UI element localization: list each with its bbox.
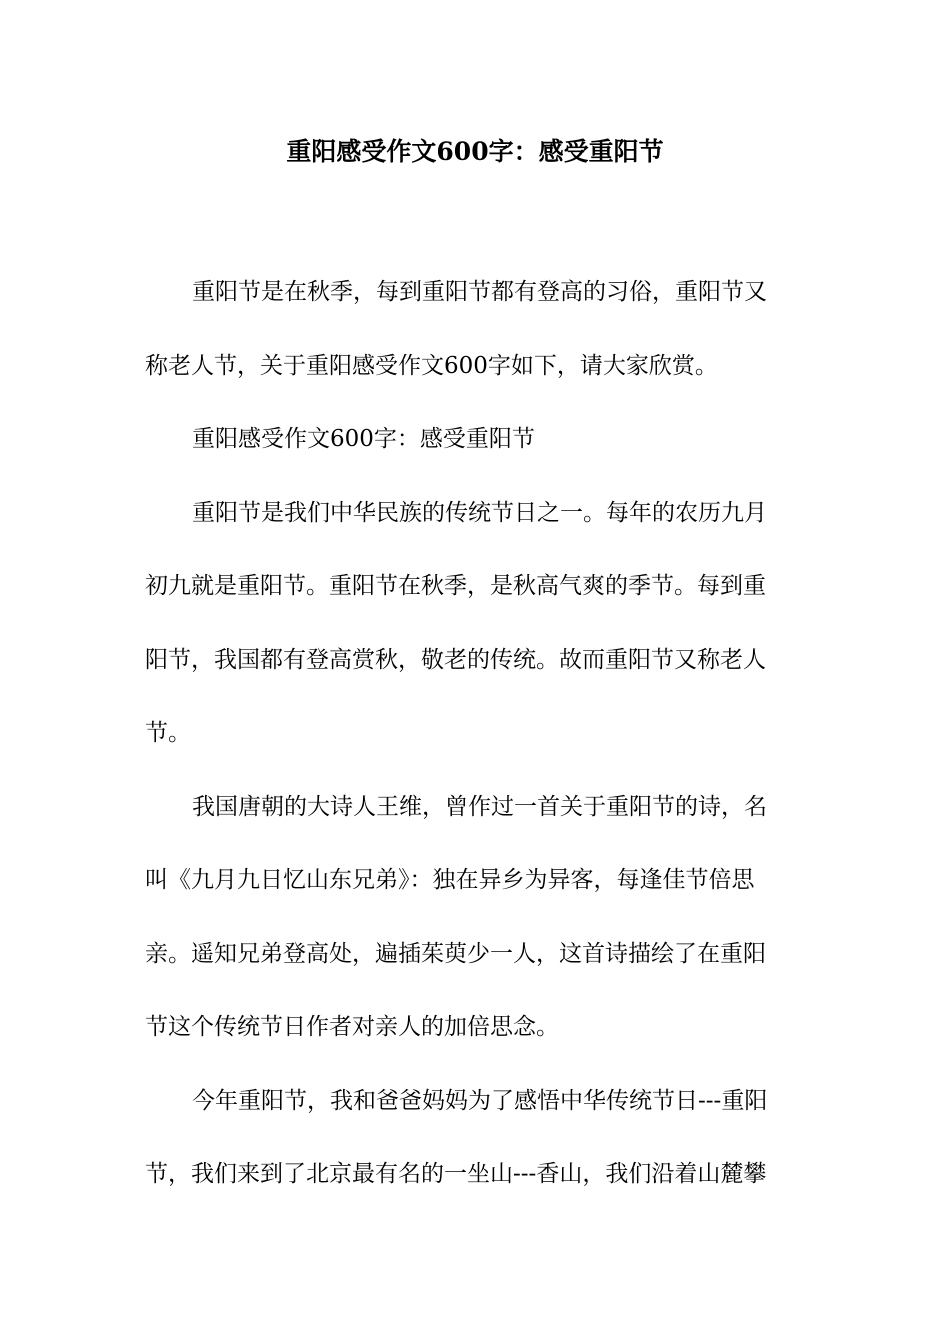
text-line: 重阳节是我们中华民族的传统节日之一。每年的农历九月 xyxy=(192,499,767,526)
paragraph-festival-description xyxy=(145,477,805,771)
text-line: 亲。遥知兄弟登高处，遍插茱萸少一人，这首诗描绘了在重阳 xyxy=(145,940,766,967)
text-line: 今年重阳节，我和爸爸妈妈为了感悟中华传统节日---重阳 xyxy=(192,1087,768,1114)
paragraph-this-year xyxy=(145,1065,805,1212)
text-line: 节，我们来到了北京最有名的一坐山---香山，我们沿着山麓攀 xyxy=(145,1161,767,1187)
paragraph-intro xyxy=(145,256,805,403)
text-line: 节这个传统节日作者对亲人的加倍思念。 xyxy=(145,1014,559,1040)
paragraph-poem xyxy=(145,771,805,1065)
document-body xyxy=(145,256,805,1212)
document-title: 重阳感受作文600字：感受重阳节 xyxy=(286,137,664,166)
text-line: 我国唐朝的大诗人王维，曾作过一首关于重阳节的诗，名 xyxy=(192,793,767,820)
text-line: 初九就是重阳节。重阳节在秋季，是秋高气爽的季节。每到重 xyxy=(145,573,766,599)
text-line: 叫《九月九日忆山东兄弟》：独在异乡为异客，每逢佳节倍思 xyxy=(145,867,755,893)
text-line: 重阳节是在秋季，每到重阳节都有登高的习俗，重阳节又 xyxy=(192,279,767,305)
text-line: 重阳感受作文600字：感受重阳节 xyxy=(192,426,535,452)
text-line: 阳节，我国都有登高赏秋，敬老的传统。故而重阳节又称老人 xyxy=(145,646,766,673)
text-line: 节。 xyxy=(145,720,191,746)
paragraph-subtitle xyxy=(145,403,805,477)
text-line: 称老人节，关于重阳感受作文600字如下，请大家欣赏。 xyxy=(145,352,718,379)
